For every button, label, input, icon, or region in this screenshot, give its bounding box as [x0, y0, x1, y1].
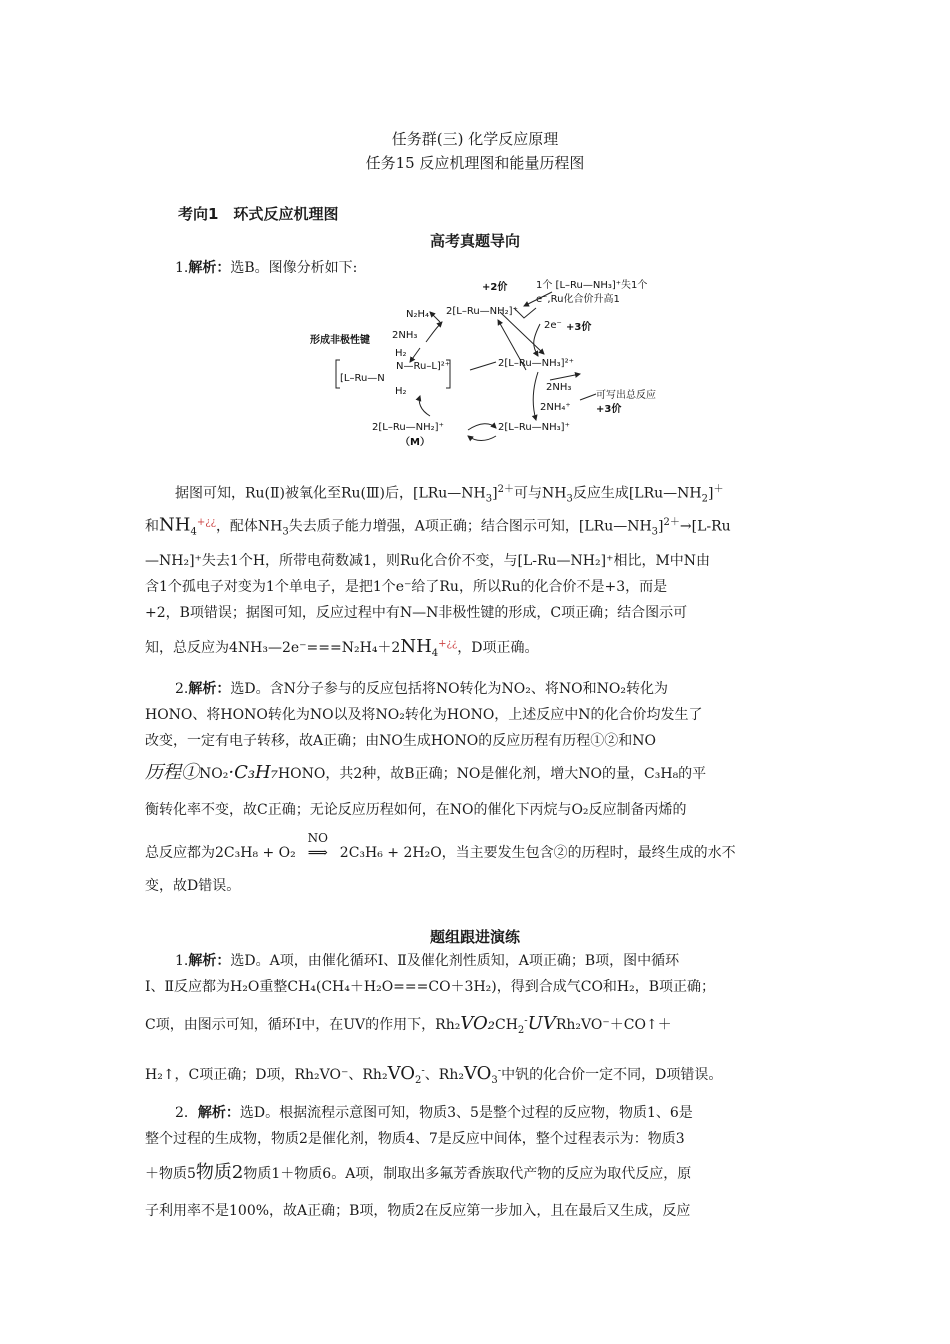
arrow-2nh3-in	[426, 322, 442, 342]
species-lru-nh2: 2[L–Ru—NH₂]⁺	[446, 306, 518, 317]
arrow-total	[580, 394, 596, 400]
p2q1-line2: Ⅰ、Ⅱ反应都为H₂O重整CH₄(CH₄＋H₂O===CO＋3H₂)，得到合成气CO和H₂，B项正确；	[145, 979, 716, 995]
q1-p1-line3: —NH₂]⁺失去1个H，所带电荷数减1，则Ru化合价不变，与[L-Ru—NH₂]⁺相比，M中N由	[145, 553, 711, 569]
p2q2-line2: 整个过程的生成物，物质2是催化剂，物质4、7是反应中间体，整个过程表示为：物质3	[145, 1131, 685, 1147]
p2q2-line4: 子利用率不是100%，故A正确；B项，物质2在反应第一步加入，且在最后又生成，反应	[145, 1203, 691, 1219]
q1-p1-line4: 含1个孤电子对变为1个单电子，是把1个e⁻给了Ru，所以Ru的化合价不是+3，而是	[145, 579, 668, 595]
line-connect	[470, 362, 496, 370]
p2q2-line1: 2．解析：选D。根据流程示意图可知，物质3、5是整个过程的反应物，物质1、6是	[175, 1105, 693, 1121]
label-m: （M）	[400, 437, 430, 448]
label-h2-top: H₂	[395, 348, 407, 359]
species-lru-nh3-2plus: 2[L–Ru—NH₃]²⁺	[498, 358, 574, 369]
label-2e: 2e⁻	[544, 320, 562, 331]
dimer-left: [L–Ru—N	[340, 373, 385, 384]
arrow-down-right	[533, 372, 538, 420]
q1-p1-line1: 据图可知，Ru(Ⅱ)被氧化至Ru(Ⅲ)后，$[LRu—NH_3]^{2+}$可与$NH_3$反应生成$[LRu—NH_2]^+$	[175, 484, 724, 505]
catalyst-label: NO	[307, 831, 328, 845]
p2q2-line3: ＋物质5物质2物质1＋物质6。A项，制取出多氟芳香族取代产物的反应为取代反应，原	[145, 1162, 692, 1183]
arrow-plus3	[534, 324, 540, 356]
label-2nh3-right: 2NH₃	[546, 382, 572, 393]
arrow-to-n2h4	[430, 312, 440, 322]
p2q1-line3: C项，由图示可知，循环Ⅰ中，在UV的作用下，$Rh_2VO_2CH_2^-UVRh_2VO^-+CO↑+$	[145, 1013, 672, 1036]
arrow-nh3-out	[550, 374, 580, 380]
label-plus2: +2价	[482, 282, 508, 293]
note-line2: e⁻,Ru化合价升高1	[536, 294, 620, 305]
q2-line7: 变，故D错误。	[145, 878, 241, 894]
q1-label: 解析：	[188, 260, 231, 276]
label-plus3-top: +3价	[566, 322, 592, 333]
q1-p1-line6: 知，总反应为$4NH_3—2e^-===N_2H_4+2NH_4^{+¿¿}$，D项正确。	[145, 636, 539, 659]
q1-lead-text: 选B。图像分析如下:	[230, 260, 358, 276]
note-line1: 1个 [L–Ru—NH₃]⁺失1个	[536, 280, 648, 291]
arrow-oxidation	[500, 312, 544, 354]
q1-p1-line5: +2，B项错误；据图可知，反应过程中有N—N非极性键的形成，C项正确；结合图示可	[145, 605, 688, 621]
arrow-m-back	[468, 436, 496, 441]
label-2nh3-left: 2NH₃	[392, 330, 418, 341]
p2q1-line1: 1.解析：选D。A项，由催化循环Ⅰ、Ⅱ及催化剂性质知，A项正确；B项，图中循环	[175, 953, 680, 969]
label-n2h4: N₂H₄	[406, 309, 430, 320]
part1-title: 高考真题导向	[429, 232, 520, 250]
q2-line4: 历程①NO₂·C₃H₇HONO，共2种，故B正确；NO是催化剂，增大NO的量，C₃H₈的平	[145, 762, 707, 783]
label-plus3-bottom: +3价	[596, 404, 622, 415]
species-m: 2[L–Ru—NH₂]⁺	[372, 422, 444, 433]
p2q1-line4: H₂↑，C项正确；D项，Rh₂VO⁻、$Rh_2VO_2^-$、$Rh_2VO_3^-$中钒的化合价一定不同，D项错误。	[145, 1063, 723, 1086]
label-h2-bottom: H₂	[395, 386, 407, 397]
species-lru-nh3-plus: 2[L–Ru—NH₃]⁺	[498, 422, 570, 433]
q1-p1-line2: 和$NH_4^{+¿¿}$，配体$NH_3$失去质子能力增强，A项正确；结合图示可知，$[LRu—NH_3]^{2+}\to[L-Ru$	[145, 514, 731, 538]
section-label: 考向1 环式反应机理图	[178, 205, 339, 223]
arrow-m-up	[419, 396, 430, 416]
document-title: 任务群(三) 化学反应原理	[391, 130, 559, 148]
q1-num: 1.	[175, 260, 189, 276]
q2-line3: 改变，一定有电子转移，故A正确；由NO生成HONO的反应历程有历程①②和NO	[145, 733, 656, 749]
label-total-reaction: 可写出总反应	[596, 390, 656, 401]
dimer-mid: N—Ru–L]²⁺	[396, 361, 451, 372]
arrow-nonpolar	[410, 348, 420, 362]
q2-line5: 衡转化率不变，故C正确；无论反应历程如何，在NO的催化下丙烷与O₂反应制备丙烯的	[145, 802, 687, 818]
part2-title: 题组跟进演练	[429, 928, 520, 946]
label-nonpolar-bond: 形成非极性键	[310, 335, 370, 346]
q2-line6: 总反应都为2C₃H₈ + O₂ NO ⟹ 2C₃H₆ + 2H₂O，当主要发生包含②的历程时，最终生成的水不	[145, 831, 736, 861]
q2-line1: 2.解析：选D。含N分子参与的反应包括将NO转化为NO₂、将NO和NO₂转化为	[175, 681, 668, 697]
document-subtitle: 任务15 反应机理图和能量历程图	[365, 154, 585, 172]
mechanism-diagram	[300, 270, 690, 458]
q2-line2: HONO、将HONO转化为NO以及将NO₂转化为HONO，上述反应中N的化合价均发生了	[145, 707, 703, 723]
label-2nh4: 2NH₄⁺	[540, 402, 571, 413]
arrow-m-forward	[468, 424, 496, 430]
